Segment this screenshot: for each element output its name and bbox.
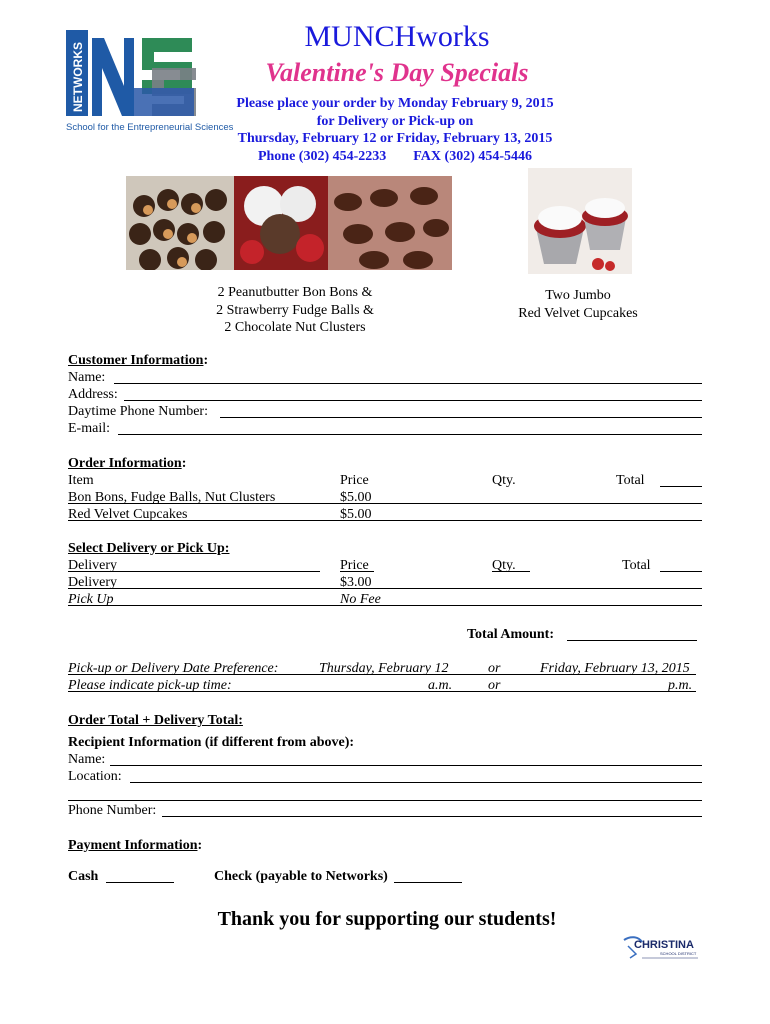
header-rule (68, 571, 320, 572)
order-row-1-item: Bon Bons, Fudge Balls, Nut Clusters (68, 490, 276, 505)
product-2-line-1: Two Jumbo (545, 288, 611, 303)
delivery-heading: Select Delivery or Pick Up: (68, 541, 230, 556)
delivery-row-1-item: Delivery (68, 575, 117, 590)
total-amount-label: Total Amount: (467, 627, 555, 642)
delivery-col-price: Price (340, 558, 369, 573)
recipient-location-label: Location: (68, 769, 122, 784)
date-option-friday[interactable]: Friday, February 13, 2015 (540, 661, 690, 676)
cash-field[interactable] (106, 882, 174, 883)
cupcakes-photo (528, 168, 632, 274)
recipient-location-field-2[interactable] (68, 800, 702, 801)
delivery-col-qty: Qty. (492, 558, 516, 573)
logo-caption: School for the Entrepreneurial Sciences (66, 122, 234, 133)
header-rule (340, 571, 374, 572)
customer-phone-label: Daytime Phone Number: (68, 404, 208, 419)
order-col-qty: Qty. (492, 473, 516, 488)
order-total-label: Order Total + Delivery Total: (68, 713, 243, 728)
product-2-line-2: Red Velvet Cupcakes (518, 305, 638, 321)
order-heading: Order Information: (68, 456, 187, 471)
cash-label: Cash (68, 869, 99, 884)
svg-text:SCHOOL DISTRICT: SCHOOL DISTRICT (660, 951, 697, 956)
pickup-row-item: Pick Up (68, 592, 114, 607)
phone-number: Phone (302) 454-2233 (257, 148, 387, 164)
delivery-line: for Delivery or Pick-up on (316, 113, 474, 129)
order-row-1-price: $5.00 (340, 490, 372, 505)
page-subtitle: Valentine's Day Specials (265, 58, 529, 87)
time-am: a.m. (428, 678, 453, 693)
date-preference-rule (68, 674, 696, 675)
product-1-line-3: 2 Chocolate Nut Clusters (224, 320, 366, 335)
order-row-2-price: $5.00 (340, 507, 372, 522)
time-or: or (488, 678, 501, 693)
order-row-2-field[interactable] (68, 520, 702, 521)
nut-clusters-photo (328, 176, 452, 270)
delivery-row-1-price: $3.00 (340, 575, 372, 590)
customer-name-field[interactable] (114, 383, 702, 384)
pickup-row-price: No Fee (340, 592, 381, 607)
time-pm: p.m. (668, 678, 693, 693)
customer-email-label: E-mail: (68, 421, 110, 436)
order-col-total: Total (616, 473, 645, 488)
pickup-row-field[interactable] (68, 605, 702, 606)
delivery-col-item: Delivery (68, 558, 117, 573)
header-rule (660, 486, 702, 487)
logo-vertical-text: NETWORKS (71, 42, 85, 112)
recipient-location-field[interactable] (130, 782, 702, 783)
christina-district-logo (620, 932, 702, 962)
date-or: or (488, 661, 501, 676)
header-rule (660, 571, 702, 572)
delivery-dates: Thursday, February 12 or Friday, February 13, 2015 (237, 131, 553, 146)
order-row-1-field[interactable] (68, 503, 702, 504)
customer-phone-field[interactable] (220, 417, 702, 418)
customer-email-field[interactable] (118, 434, 702, 435)
recipient-name-field[interactable] (110, 765, 702, 766)
check-field[interactable] (394, 882, 462, 883)
delivery-col-total: Total (622, 558, 651, 573)
thank-you-message: Thank you for supporting our students! (217, 908, 557, 930)
product-1-line-2: 2 Strawberry Fudge Balls & (216, 302, 374, 318)
total-amount-field[interactable] (567, 640, 697, 641)
header-rule (492, 571, 530, 572)
customer-heading: Customer Information: (68, 353, 209, 368)
payment-heading: Payment Information: (68, 838, 203, 853)
page-title: MUNCHworks (304, 20, 490, 53)
product-1-line-1: 2 Peanutbutter Bon Bons & (217, 285, 373, 300)
order-row-2-item: Red Velvet Cupcakes (68, 507, 188, 522)
recipient-name-label: Name: (68, 752, 106, 767)
recipient-phone-label: Phone Number: (68, 803, 157, 818)
check-label: Check (payable to Networks) (214, 869, 388, 884)
svg-text:CHRISTINA: CHRISTINA (634, 939, 694, 951)
fax-number: FAX (302) 454-5446 (413, 148, 533, 164)
order-col-price: Price (340, 473, 369, 488)
recipient-heading: Recipient Information (if different from above): (68, 735, 355, 750)
date-option-thursday[interactable]: Thursday, February 12 (319, 661, 449, 676)
order-deadline: Please place your order by Monday February 9, 2015 (236, 96, 554, 111)
date-preference-label: Pick-up or Delivery Date Preference: (68, 661, 279, 676)
pickup-time-label: Please indicate pick-up time: (68, 678, 232, 693)
customer-name-label: Name: (68, 370, 106, 385)
customer-address-field[interactable] (124, 400, 702, 401)
order-col-item: Item (68, 473, 94, 488)
fudge-balls-photo (234, 176, 328, 270)
customer-address-label: Address: (68, 387, 118, 402)
recipient-phone-field[interactable] (162, 816, 702, 817)
contact-line (200, 148, 590, 166)
bonbons-photo (126, 176, 234, 270)
delivery-row-1-field[interactable] (68, 588, 702, 589)
pickup-time-field[interactable] (68, 691, 696, 692)
